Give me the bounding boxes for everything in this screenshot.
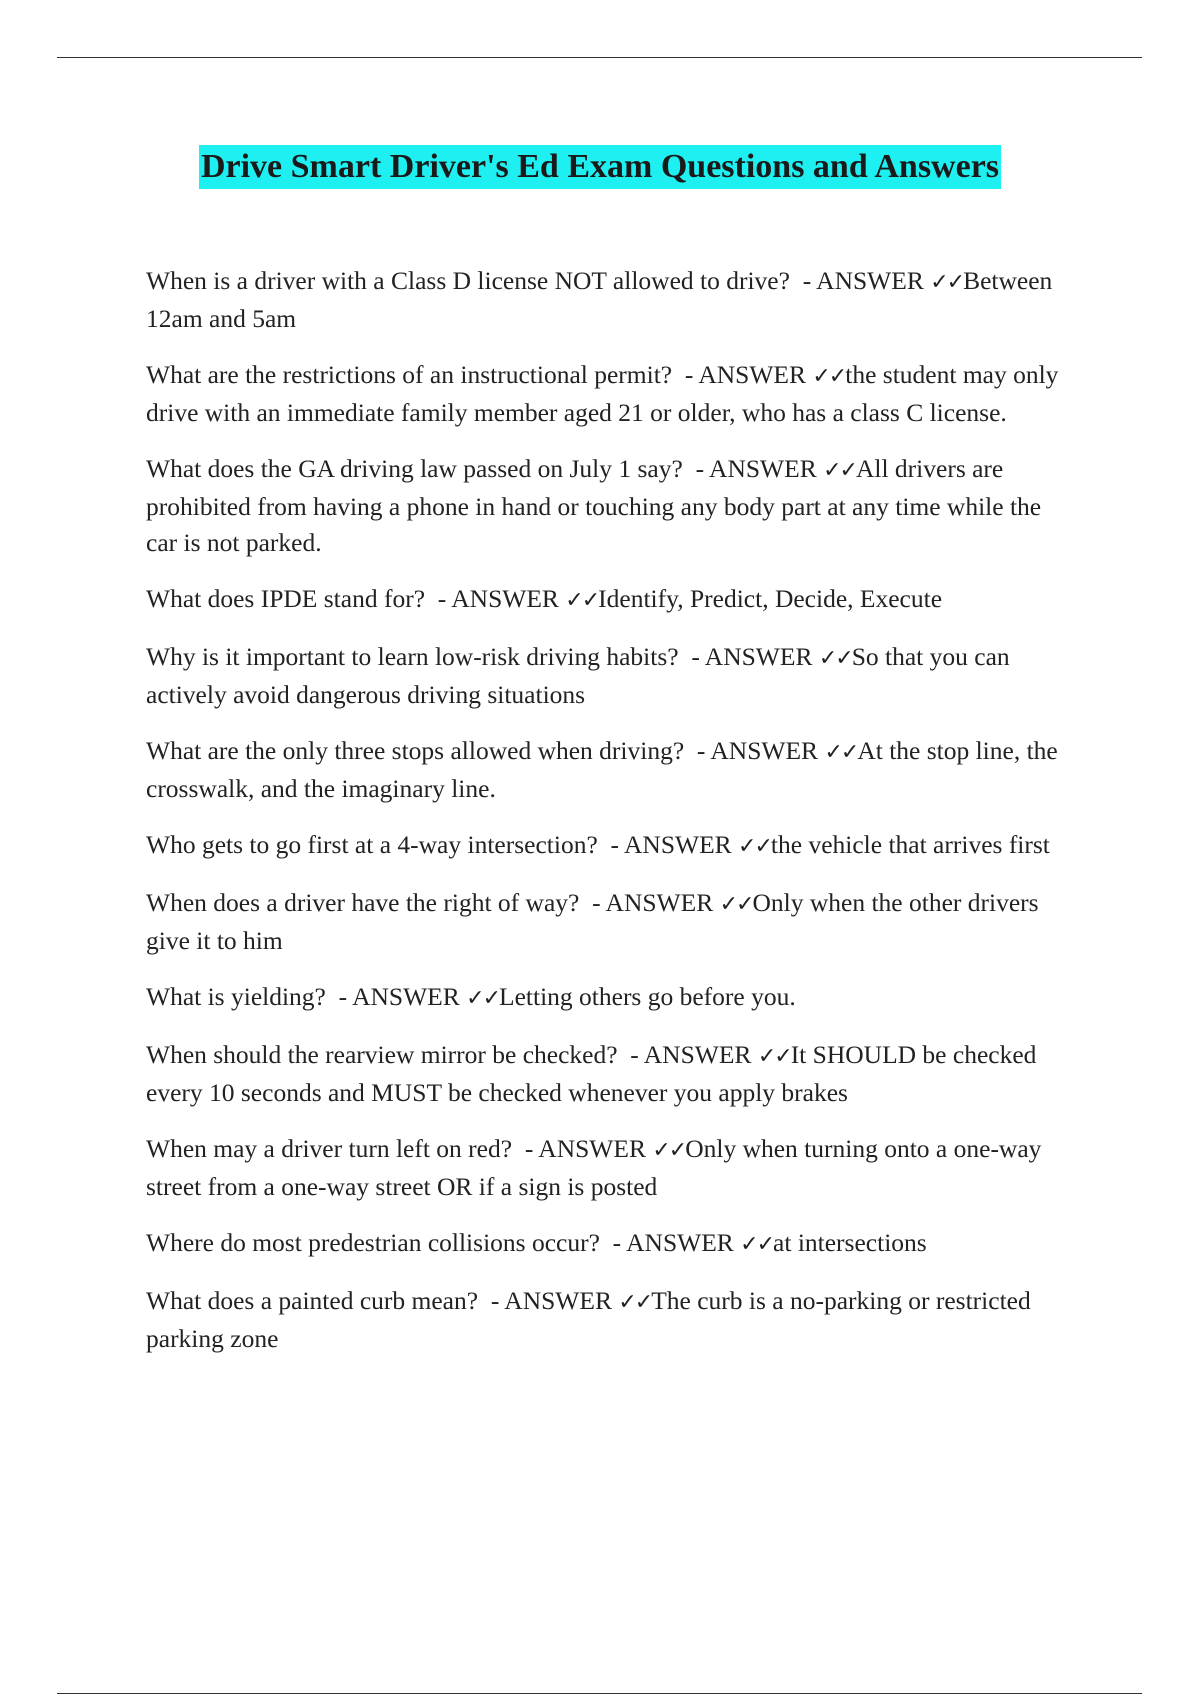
question-text: When does a driver have the right of way? - xyxy=(146,888,606,917)
answer-label: ANSWER xyxy=(504,1286,612,1315)
question-text: Who gets to go first at a 4-way intersection? - xyxy=(146,830,624,859)
double-check-icon: ✓✓ xyxy=(757,1044,791,1069)
qa-item xyxy=(146,581,1076,619)
double-check-icon: ✓✓ xyxy=(824,740,858,765)
question-text: What does a painted curb mean? - xyxy=(146,1286,504,1315)
double-check-icon: ✓✓ xyxy=(818,646,852,671)
double-check-icon: ✓✓ xyxy=(618,1290,652,1315)
double-check-icon: ✓✓ xyxy=(740,1232,774,1257)
answer-text: So that you can actively avoid dangerous driving situations xyxy=(146,642,1010,709)
double-check-icon: ✓✓ xyxy=(652,1138,686,1163)
answer-label: ANSWER xyxy=(451,584,559,613)
answer-text: Only when the other drivers give it to him xyxy=(146,888,1039,955)
answer-label: ANSWER xyxy=(605,888,714,917)
qa-item xyxy=(146,1225,1076,1263)
question-text: Why is it important to learn low-risk driving habits? - xyxy=(146,642,705,671)
qa-item xyxy=(146,1283,1076,1357)
double-check-icon: ✓✓ xyxy=(812,364,846,389)
question-text: When should the rearview mirror be checked? - xyxy=(146,1040,644,1069)
qa-item xyxy=(146,979,1076,1017)
qa-item xyxy=(146,827,1076,865)
qa-item xyxy=(146,1037,1076,1111)
answer-text: The curb is a no-parking or restricted parking zone xyxy=(146,1286,1031,1353)
answer-label: ANSWER xyxy=(352,982,460,1011)
question-text: What are the restrictions of an instructional permit? - xyxy=(146,360,698,389)
answer-text: Letting others go before you. xyxy=(499,982,796,1011)
title-container xyxy=(0,145,1200,189)
question-text: When is a driver with a Class D license NOT allowed to drive? - xyxy=(146,266,816,295)
double-check-icon: ✓✓ xyxy=(466,986,500,1011)
answer-label: ANSWER xyxy=(643,1040,752,1069)
question-text: Where do most predestrian collisions occur? - xyxy=(146,1228,626,1257)
question-text: What does the GA driving law passed on July 1 say? - xyxy=(146,454,709,483)
double-check-icon: ✓✓ xyxy=(738,834,771,859)
answer-text: the student may only drive with an immediate family member aged 21 or older, who has a class C license. xyxy=(146,360,1059,427)
answer-label: ANSWER xyxy=(710,736,819,765)
answer-text: the vehicle that arrives first xyxy=(770,830,1050,859)
answer-label: ANSWER xyxy=(704,642,813,671)
answer-label: ANSWER xyxy=(624,830,732,859)
bottom-rule xyxy=(57,1693,1142,1694)
qa-list xyxy=(146,263,1076,1377)
qa-item xyxy=(146,1131,1076,1205)
top-rule xyxy=(57,57,1142,58)
qa-item xyxy=(146,263,1076,337)
qa-item xyxy=(146,451,1076,561)
answer-label: ANSWER xyxy=(709,454,817,483)
answer-text: At the stop line, the crosswalk, and the imaginary line. xyxy=(146,736,1058,803)
answer-text: at intersections xyxy=(773,1228,927,1257)
qa-item xyxy=(146,357,1076,431)
answer-text: Between 12am and 5am xyxy=(146,266,1053,333)
answer-text: It SHOULD be checked every 10 seconds and MUST be checked whenever you apply brakes xyxy=(146,1040,1037,1107)
answer-text: Identify, Predict, Decide, Execute xyxy=(598,584,943,613)
question-text: What is yielding? - xyxy=(146,982,352,1011)
answer-label: ANSWER xyxy=(538,1134,646,1163)
answer-text: Only when turning onto a one-way street from a one-way street OR if a sign is posted xyxy=(146,1134,1042,1201)
qa-item xyxy=(146,639,1076,713)
double-check-icon: ✓✓ xyxy=(565,588,599,613)
qa-item xyxy=(146,885,1076,959)
question-text: What does IPDE stand for? - xyxy=(146,584,451,613)
question-text: What are the only three stops allowed when driving? - xyxy=(146,736,710,765)
double-check-icon: ✓✓ xyxy=(930,270,964,295)
question-text: When may a driver turn left on red? - xyxy=(146,1134,538,1163)
qa-item xyxy=(146,733,1076,807)
answer-label: ANSWER xyxy=(698,360,806,389)
document-title: Drive Smart Driver's Ed Exam Questions and Answers xyxy=(199,145,1001,189)
double-check-icon: ✓✓ xyxy=(719,892,753,917)
answer-label: ANSWER xyxy=(816,266,924,295)
answer-text: All drivers are prohibited from having a phone in hand or touching any body part at any time while the car is not parked. xyxy=(146,454,1042,557)
answer-label: ANSWER xyxy=(626,1228,734,1257)
double-check-icon: ✓✓ xyxy=(823,458,856,483)
